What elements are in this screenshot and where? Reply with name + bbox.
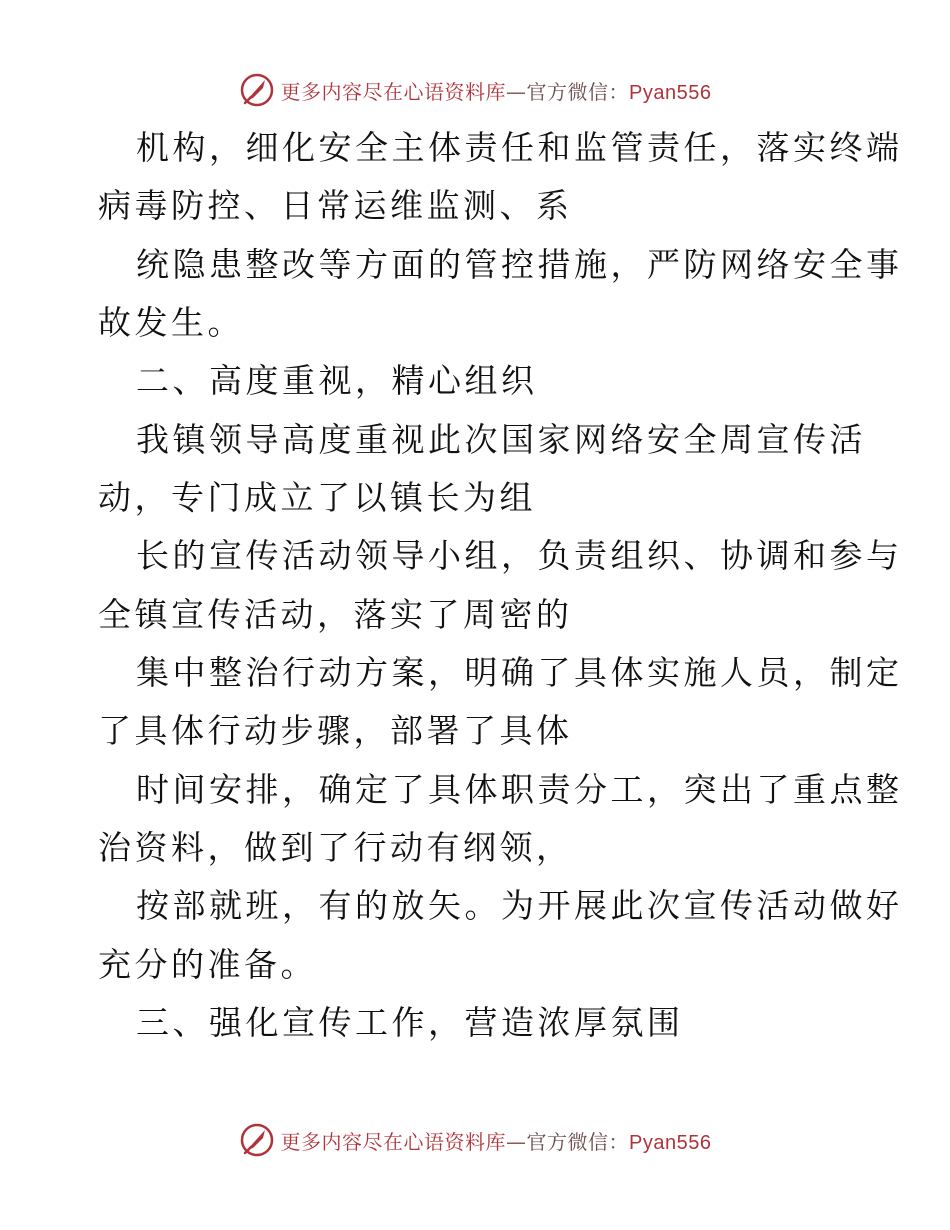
- banner-wechat-id: Pyan556: [629, 1131, 712, 1154]
- body-line: 按部就班，有的放矢。为开展此次宣传活动做好: [136, 886, 903, 925]
- section-heading: 二、高度重视，精心组织: [136, 361, 538, 400]
- body-line: 我镇领导高度重视此次国家网络安全周宣传活: [136, 420, 866, 459]
- banner-text: [281, 1126, 712, 1155]
- banner-main-text: 更多内容尽在心语资料库: [280, 79, 507, 104]
- header-watermark-banner: [0, 70, 950, 110]
- quill-logo-icon: [239, 72, 275, 108]
- body-line: 全镇宣传活动，落实了周密的: [98, 595, 573, 634]
- banner-label: 官方微信：: [526, 79, 630, 104]
- banner-text: [281, 76, 712, 105]
- body-line: 病毒防控、日常运维监测、系: [98, 186, 573, 225]
- quill-logo-icon: [239, 1122, 275, 1158]
- body-line: 治资料，做到了行动有纲领，: [98, 828, 573, 867]
- banner-dash: —: [506, 79, 527, 104]
- body-line: 充分的准备。: [98, 945, 317, 984]
- body-line: 集中整治行动方案，明确了具体实施人员，制定: [136, 653, 903, 692]
- section-heading: 三、强化宣传工作，营造浓厚氛围: [136, 1003, 684, 1042]
- body-line: 长的宣传活动领导小组，负责组织、协调和参与: [136, 536, 903, 575]
- banner-main-text: 更多内容尽在心语资料库: [280, 1129, 507, 1154]
- body-line: 机构，细化安全主体责任和监管责任，落实终端: [136, 128, 903, 167]
- footer-watermark-banner: [0, 1120, 950, 1160]
- banner-dash: —: [506, 1129, 527, 1154]
- banner-wechat-id: Pyan556: [629, 81, 712, 104]
- body-line: 故发生。: [98, 303, 244, 342]
- body-line: 了具体行动步骤，部署了具体: [98, 711, 573, 750]
- body-line: 时间安排，确定了具体职责分工，突出了重点整: [136, 770, 903, 809]
- body-line: 统隐患整改等方面的管控措施，严防网络安全事: [136, 245, 903, 284]
- body-line: 动，专门成立了以镇长为组: [98, 478, 536, 517]
- banner-label: 官方微信：: [526, 1129, 630, 1154]
